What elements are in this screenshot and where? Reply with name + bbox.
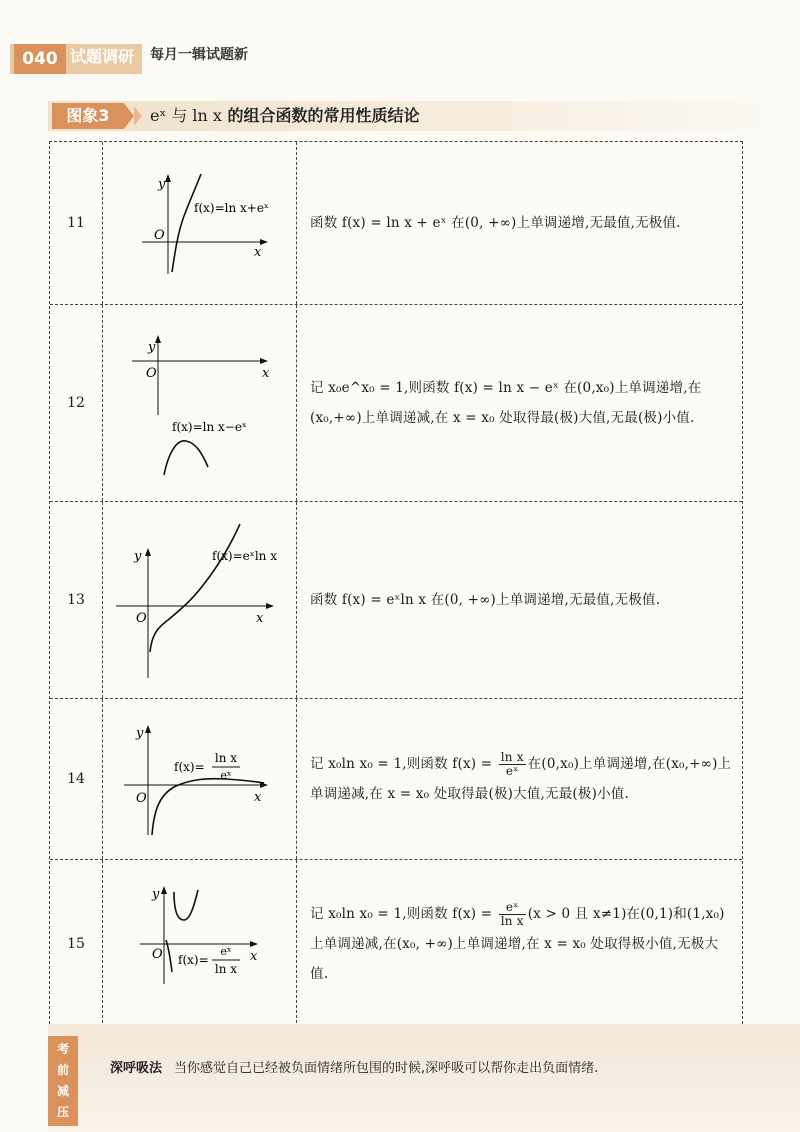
- graph-svg: [102, 699, 296, 859]
- graph-svg: [102, 142, 296, 304]
- y-axis-label: y: [136, 726, 144, 741]
- function-graph: [102, 305, 297, 501]
- x-axis-arrow-icon: [266, 603, 274, 609]
- origin-label: O: [136, 791, 147, 806]
- column-name: 试题调研: [70, 47, 135, 66]
- function-curve-left: [166, 940, 172, 972]
- graph-svg: [102, 305, 296, 501]
- description-text: 函数 f(x) = eˣln x 在(0, +∞)上单调递增,无最值,无极值.: [310, 592, 661, 608]
- figure-title: [150, 103, 420, 126]
- table-row: [50, 699, 742, 860]
- slogan: 每月一辑试题新: [150, 47, 248, 63]
- arrow-icon-secondary: [134, 106, 142, 126]
- function-label: f(x)=eˣln x: [212, 549, 277, 563]
- function-curve-right: [174, 890, 198, 920]
- description-part: 记 x₀ln x₀ = 1,则函数 f(x) =: [310, 906, 497, 922]
- fraction: [499, 901, 526, 928]
- function-label-denominator: eˣ: [220, 769, 232, 782]
- y-axis-label: y: [152, 887, 160, 902]
- tip-side-label: [48, 1036, 78, 1126]
- graph-svg: [102, 860, 296, 1028]
- y-axis-label: y: [148, 340, 156, 355]
- property-description: [298, 699, 740, 859]
- function-graph: [102, 860, 297, 1028]
- table-row: [50, 860, 742, 1029]
- function-label-numerator: ln x: [214, 751, 238, 765]
- y-axis-arrow-icon: [145, 548, 151, 556]
- function-label-prefix: f(x)=: [174, 760, 205, 774]
- origin-label: O: [154, 228, 165, 243]
- figure-badge: 图象3: [52, 103, 124, 129]
- page-header: [0, 0, 800, 80]
- x-axis-label: x: [256, 611, 264, 626]
- origin-label: O: [146, 366, 157, 381]
- description-text: 记 x₀e^x₀ = 1,则函数 f(x) = ln x − eˣ 在(0,x₀)上单调递增,在(x₀,+∞)上单调递减,在 x = x₀ 处取得最(极)大值,无最(极)小值.: [310, 380, 702, 426]
- row-number: 15: [50, 860, 103, 1028]
- table-row: [50, 305, 742, 502]
- fraction-numerator: ln x: [500, 749, 524, 764]
- property-description: [298, 305, 740, 501]
- x-axis-label: x: [254, 790, 262, 805]
- fraction-numerator: eˣ: [499, 901, 526, 915]
- row-number: 12: [50, 305, 103, 501]
- property-description: [298, 860, 740, 1028]
- fraction: [499, 751, 526, 778]
- arrow-icon: [124, 103, 134, 129]
- page-number: 040: [14, 44, 66, 74]
- origin-label: O: [152, 947, 163, 962]
- fraction-denominator: eˣ: [505, 764, 519, 778]
- function-graph: [102, 699, 297, 859]
- properties-table: [49, 141, 743, 1029]
- y-axis-arrow-icon: [155, 335, 161, 343]
- y-axis-label: y: [158, 177, 166, 192]
- figure-title-text: 的组合函数的常用性质结论: [221, 106, 420, 125]
- y-axis-label: y: [134, 549, 142, 564]
- y-axis-arrow-icon: [145, 725, 151, 733]
- row-number: 14: [50, 699, 103, 859]
- property-description: [298, 142, 740, 304]
- function-curve: [172, 174, 201, 272]
- fraction-denominator: ln x: [500, 914, 524, 928]
- x-axis-label: x: [254, 245, 262, 260]
- function-graph: [102, 142, 297, 304]
- tip-title: 深呼吸法: [110, 1061, 163, 1076]
- function-label: f(x)=ln x−eˣ: [172, 420, 248, 434]
- property-description: [298, 502, 740, 698]
- figure-title-math: eˣ 与 ln x: [150, 106, 222, 125]
- x-axis-label: x: [250, 949, 258, 964]
- description-part: 记 x₀ln x₀ = 1,则函数 f(x) =: [310, 756, 497, 772]
- row-number: 13: [50, 502, 103, 698]
- y-axis-arrow-icon: [161, 886, 167, 894]
- side-char: 压: [56, 1105, 69, 1119]
- y-axis-arrow-icon: [165, 174, 171, 182]
- x-axis-arrow-icon: [250, 941, 258, 947]
- description-text: [298, 749, 740, 809]
- function-curve: [164, 441, 208, 475]
- description-text: [298, 899, 740, 989]
- side-char: 考: [56, 1042, 69, 1056]
- description-part: 在(0,x₀)上单调递增,在(x₀,+∞)上单调递减,在 x = x₀ 处取得最(极)大值,无最(极)小值.: [310, 756, 732, 802]
- table-row: [50, 142, 742, 305]
- side-char: 减: [56, 1084, 69, 1098]
- table-row: [50, 502, 742, 699]
- x-axis-label: x: [262, 366, 270, 381]
- row-number: 11: [50, 142, 103, 304]
- description-text: 函数 f(x) = ln x + eˣ 在(0, +∞)上单调递增,无最值,无极值.: [310, 215, 681, 231]
- x-axis-arrow-icon: [260, 358, 268, 364]
- function-label-numerator: eˣ: [220, 945, 232, 958]
- function-label-prefix: f(x)=: [178, 953, 209, 967]
- function-label: f(x)=ln x+eˣ: [194, 201, 270, 215]
- tip-body: 当你感觉自己已经被负面情绪所包围的时候,深呼吸可以帮你走出负面情绪.: [174, 1061, 599, 1076]
- description-part: (x > 0 且 x≠1)在(0,1)和(1,x₀)上单调递减,在(x₀, +∞)上单调递增,在 x = x₀ 处取得极小值,无极大值.: [310, 906, 725, 982]
- function-graph: [102, 502, 297, 698]
- function-curve: [152, 779, 264, 835]
- function-curve: [150, 524, 240, 652]
- function-label-denominator: ln x: [214, 962, 238, 976]
- tip-text: [110, 1058, 740, 1080]
- side-char: 前: [56, 1063, 69, 1077]
- origin-label: O: [136, 611, 147, 626]
- graph-svg: [102, 502, 296, 698]
